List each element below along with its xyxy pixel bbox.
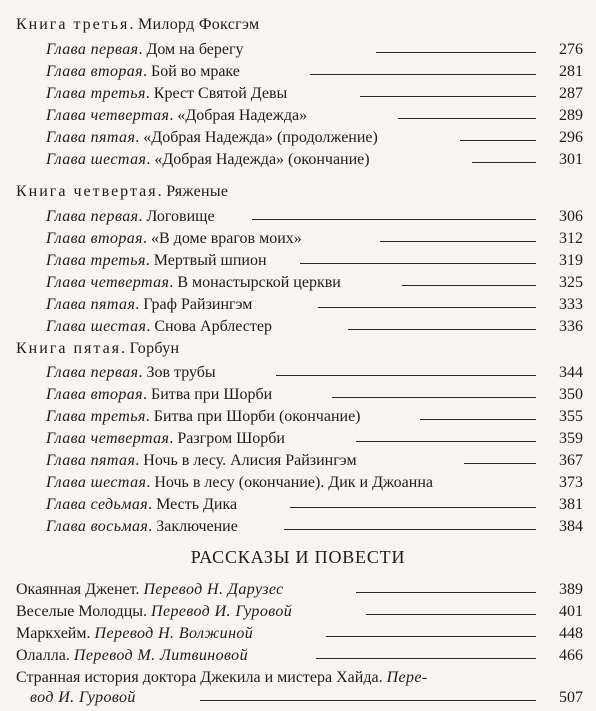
toc-entry[interactable] bbox=[0, 625, 596, 647]
chapter-title: Мертвый шпион bbox=[153, 252, 267, 269]
page-number: 319 bbox=[559, 252, 583, 269]
book-heading: Книга пятая. Горбун bbox=[16, 340, 180, 357]
toc-entry[interactable]: Глава пятая. Граф Райзингэм 333 bbox=[46, 296, 583, 313]
chapter-title: Снова Арблестер bbox=[154, 318, 272, 335]
dot-leader bbox=[464, 463, 536, 464]
page-number: 448 bbox=[559, 625, 583, 642]
dot-leader bbox=[316, 658, 536, 659]
story-title: Олалла. bbox=[16, 647, 70, 664]
chapter-title: «Добрая Надежда» bbox=[177, 107, 308, 124]
toc-entry[interactable]: Глава шестая. Снова Арблестер 336 bbox=[46, 318, 583, 335]
dot-leader bbox=[290, 507, 536, 508]
dot-leader bbox=[326, 636, 536, 637]
page-number: 389 bbox=[559, 581, 583, 598]
dot-leader bbox=[366, 614, 536, 615]
chapter-label: Глава первая bbox=[46, 41, 139, 58]
chapter-title: «В доме врагов моих» bbox=[151, 230, 302, 247]
chapter-title: Зов трубы bbox=[146, 364, 216, 381]
chapter-title: Месть Дика bbox=[156, 496, 238, 513]
chapter-label: Глава пятая bbox=[46, 452, 136, 469]
book-heading: Книга третья. Милорд Фоксгэм bbox=[16, 16, 260, 33]
toc-entry[interactable] bbox=[0, 647, 596, 669]
page-number: 344 bbox=[559, 364, 583, 381]
chapter-title: Бой во мраке bbox=[151, 63, 240, 80]
page-number: 355 bbox=[559, 408, 583, 425]
page-number: 466 bbox=[559, 647, 583, 664]
dot-leader bbox=[460, 140, 536, 141]
dot-leader bbox=[332, 397, 536, 398]
dot-leader bbox=[376, 52, 536, 53]
chapter-label: Глава шестая bbox=[46, 151, 147, 168]
chapter-label: Глава третья bbox=[46, 85, 146, 102]
section-heading: РАССКАЗЫ И ПОВЕСТИ bbox=[190, 547, 406, 567]
page-number: 507 bbox=[559, 689, 583, 706]
book-label: Книга пятая bbox=[16, 340, 122, 357]
page-number: 289 bbox=[559, 107, 583, 124]
toc-entry[interactable]: Глава первая. Зов трубы 344 bbox=[46, 364, 583, 381]
page-number: 287 bbox=[559, 85, 583, 102]
toc-entry[interactable]: Глава четвертая. В монастырской церкви 325 bbox=[46, 274, 583, 291]
chapter-title: Логовище bbox=[146, 208, 215, 225]
page-number: 373 bbox=[559, 474, 583, 491]
chapter-label: Глава первая bbox=[46, 364, 139, 381]
dot-leader bbox=[252, 219, 536, 220]
chapter-label: Глава седьмая bbox=[46, 496, 149, 513]
dot-leader bbox=[284, 529, 536, 530]
book-label: Книга четвертая bbox=[16, 183, 158, 200]
toc-entry[interactable] bbox=[0, 581, 596, 603]
book-title: Горбун bbox=[129, 340, 180, 357]
dot-leader bbox=[402, 285, 536, 286]
toc-entry[interactable]: Глава пятая. Ночь в лесу. Алисия Райзингэм 367 bbox=[46, 452, 583, 469]
dot-leader bbox=[310, 74, 536, 75]
chapter-title: Ночь в лесу (окончание). Дик и Джоанна bbox=[154, 474, 434, 491]
dot-leader bbox=[356, 592, 536, 593]
toc-entry[interactable]: Глава восьмая. Заключение 384 bbox=[46, 518, 583, 535]
chapter-label: Глава восьмая bbox=[46, 518, 149, 535]
story-title: Окаянная Дженет. bbox=[16, 581, 140, 598]
book-title: Ряженые bbox=[166, 183, 229, 200]
chapter-label: Глава первая bbox=[46, 208, 139, 225]
page-number: 306 bbox=[559, 208, 583, 225]
chapter-title: Ночь в лесу. Алисия Райзингэм bbox=[143, 452, 357, 469]
toc-entry-continuation[interactable] bbox=[0, 689, 596, 711]
book-heading: Книга четвертая. Ряженые bbox=[16, 183, 229, 200]
toc-entry[interactable]: Глава первая. Логовище 306 bbox=[46, 208, 583, 225]
chapter-title: Битва при Шорби (окончание) bbox=[153, 408, 361, 425]
page-number: 401 bbox=[559, 603, 583, 620]
dot-leader bbox=[348, 329, 536, 330]
chapter-label: Глава четвертая bbox=[46, 107, 170, 124]
book-title: Милорд Фоксгэм bbox=[138, 16, 260, 33]
toc-entry[interactable]: Глава шестая. Ночь в лесу (окончание). Дик и Джоанна 373 bbox=[46, 474, 583, 491]
dot-leader bbox=[420, 419, 536, 420]
story-translator: Перевод Н. Дарузес bbox=[143, 581, 284, 598]
toc-entry[interactable] bbox=[0, 603, 596, 625]
page-number: 301 bbox=[559, 151, 583, 168]
chapter-label: Глава пятая bbox=[46, 129, 136, 146]
chapter-title: Крест Святой Девы bbox=[153, 85, 288, 102]
toc-entry[interactable] bbox=[0, 669, 596, 691]
page-number: 359 bbox=[559, 430, 583, 447]
chapter-label: Глава шестая bbox=[46, 318, 147, 335]
toc-entry[interactable]: Глава третья. Битва при Шорби (окончание) 355 bbox=[46, 408, 583, 425]
dot-leader bbox=[472, 162, 536, 163]
dot-leader bbox=[318, 307, 536, 308]
story-title: Маркхейм. bbox=[16, 625, 91, 642]
chapter-label: Глава вторая bbox=[46, 63, 143, 80]
page-number: 384 bbox=[559, 518, 583, 535]
page-number: 325 bbox=[559, 274, 583, 291]
toc-entry[interactable]: Глава шестая. «Добрая Надежда» (окончание) 301 bbox=[46, 151, 583, 168]
chapter-label: Глава пятая bbox=[46, 296, 136, 313]
page-number: 281 bbox=[559, 63, 583, 80]
story-translator: Перевод М. Литвиновой bbox=[73, 647, 248, 664]
page-number: 350 bbox=[559, 386, 583, 403]
chapter-label: Глава шестая bbox=[46, 474, 147, 491]
page-number: 381 bbox=[559, 496, 583, 513]
chapter-title: Дом на берегу bbox=[146, 41, 244, 58]
toc-entry[interactable]: Глава первая. Дом на берегу 276 bbox=[46, 41, 583, 58]
toc-entry[interactable]: Глава вторая. Битва при Шорби 350 bbox=[46, 386, 583, 403]
page-number: 276 bbox=[559, 41, 583, 58]
chapter-title: Заключение bbox=[156, 518, 238, 535]
story-title: Веселые Молодцы. bbox=[16, 603, 147, 620]
toc-entry[interactable]: Глава вторая. Бой во мраке 281 bbox=[46, 63, 583, 80]
page-number: 367 bbox=[559, 452, 583, 469]
story-translator: Перевод Н. Волжиной bbox=[94, 625, 254, 642]
chapter-title: Граф Райзингэм bbox=[143, 296, 253, 313]
page-number: 333 bbox=[559, 296, 583, 313]
toc-entry[interactable]: Глава седьмая. Месть Дика 381 bbox=[46, 496, 583, 513]
chapter-title: Разгром Шорби bbox=[177, 430, 285, 447]
page-number: 336 bbox=[559, 318, 583, 335]
dot-leader bbox=[300, 263, 536, 264]
chapter-title: В монастырской церкви bbox=[177, 274, 341, 291]
chapter-title: «Добрая Надежда» (продолжение) bbox=[143, 129, 378, 146]
chapter-label: Глава четвертая bbox=[46, 274, 170, 291]
chapter-label: Глава третья bbox=[46, 252, 146, 269]
chapter-label: Глава вторая bbox=[46, 230, 143, 247]
story-title: Странная история доктора Джекила и мистера Хайда. bbox=[16, 669, 383, 686]
chapter-title: Битва при Шорби bbox=[151, 386, 273, 403]
chapter-title: «Добрая Надежда» (окончание) bbox=[154, 151, 370, 168]
story-translator: Пере- bbox=[386, 669, 428, 686]
story-translator: Перевод И. Гуровой bbox=[151, 603, 293, 620]
toc-entry[interactable]: Глава третья. Мертвый шпион 319 bbox=[46, 252, 583, 269]
toc-entry[interactable]: Глава вторая. «В доме врагов моих» 312 bbox=[46, 230, 583, 247]
dot-leader bbox=[356, 441, 536, 442]
chapter-label: Глава третья bbox=[46, 408, 146, 425]
story-translator-cont: вод И. Гуровой bbox=[30, 689, 136, 706]
chapter-label: Глава четвертая bbox=[46, 430, 170, 447]
dot-leader bbox=[276, 375, 536, 376]
dot-leader bbox=[380, 241, 536, 242]
page-number: 312 bbox=[559, 230, 583, 247]
chapter-label: Глава вторая bbox=[46, 386, 143, 403]
dot-leader bbox=[360, 96, 536, 97]
toc-entry[interactable]: Глава пятая. «Добрая Надежда» (продолжение) 296 bbox=[46, 129, 583, 146]
toc-entry[interactable]: Глава четвертая. Разгром Шорби 359 bbox=[46, 430, 583, 447]
dot-leader bbox=[398, 118, 536, 119]
page-number: 296 bbox=[559, 129, 583, 146]
toc-entry[interactable]: Глава четвертая. «Добрая Надежда» 289 bbox=[46, 107, 583, 124]
toc-entry[interactable]: Глава третья. Крест Святой Девы 287 bbox=[46, 85, 583, 102]
book-label: Книга третья bbox=[16, 16, 130, 33]
dot-leader bbox=[200, 700, 536, 701]
